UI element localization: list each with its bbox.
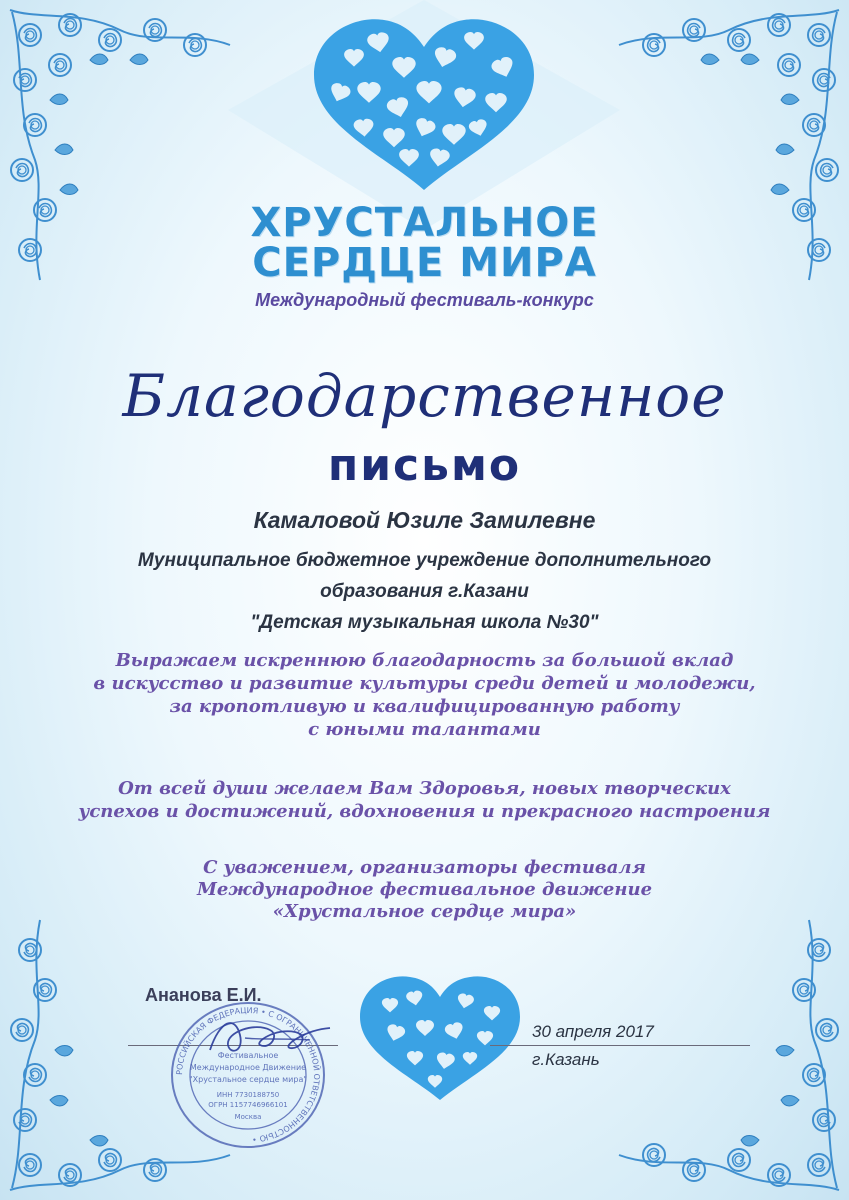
signer-name: Ананова Е.И. (145, 985, 262, 1005)
closing-line: С уважением, организаторы фестиваля (203, 857, 646, 878)
stamp-inn: ИНН 7730188750 (216, 1091, 280, 1099)
small-heart-icon (360, 976, 520, 1100)
closing-paragraph (0, 857, 849, 923)
organization-block (0, 545, 849, 638)
stamp-ogrn: ОГРН 1157746966101 (208, 1101, 288, 1109)
handwritten-signature (200, 1010, 350, 1070)
gratitude-line: с юными талантами (308, 719, 541, 740)
closing-line: «Хрустальное сердце мира» (272, 901, 577, 922)
gratitude-paragraph (0, 649, 849, 741)
issue-city: г.Казань (532, 1050, 600, 1069)
gratitude-line: за кропотливую и квалифицированную работу (169, 696, 680, 717)
corner-ornament-bottom-right (619, 920, 839, 1190)
stamp-line-1: Фестивальное (217, 1051, 279, 1060)
logo-line-2: СЕРДЦЕ МИРА (252, 240, 597, 286)
wishes-paragraph (0, 777, 849, 823)
stamp-line-2: Международное Движение (189, 1063, 307, 1072)
organization-line: Муниципальное бюджетное учреждение дополнительного (137, 550, 712, 571)
gratitude-line: Выражаем искреннюю благодарность за большой вклад (115, 650, 734, 671)
wishes-line: успехов и достижений, вдохновения и прекрасного настроения (78, 801, 771, 822)
wishes-line: От всей души желаем Вам Здоровья, новых творческих (118, 778, 731, 799)
certificate-title-line-2: письмо (327, 440, 522, 491)
issue-date: 30 апреля 2017 (532, 1022, 654, 1041)
closing-line: Международное фестивальное движение (196, 879, 653, 900)
gratitude-line: в искусство и развитие культуры среди детей и молодежи, (93, 673, 756, 694)
stamp-outer-text: РОССИЙСКАЯ ФЕДЕРАЦИЯ • С ОГРАНИЧЕННОЙ ОТВЕТСТВЕННОСТЬЮ • (174, 1005, 322, 1144)
organization-line: "Детская музыкальная школа №30" (250, 612, 599, 633)
certificate-title: Благодарственное (122, 362, 727, 430)
organization-line: образования г.Казани (320, 581, 529, 602)
logo-line-1: ХРУСТАЛЬНОЕ (250, 200, 599, 246)
date-line (490, 1045, 750, 1046)
stamp-line-3: "Хрустальное сердце мира" (188, 1075, 308, 1084)
recipient-name: Камаловой Юзиле Замилевне (253, 507, 596, 533)
stamp-city: Москва (234, 1113, 262, 1121)
festival-subtitle: Международный фестиваль-конкурс (255, 290, 594, 310)
